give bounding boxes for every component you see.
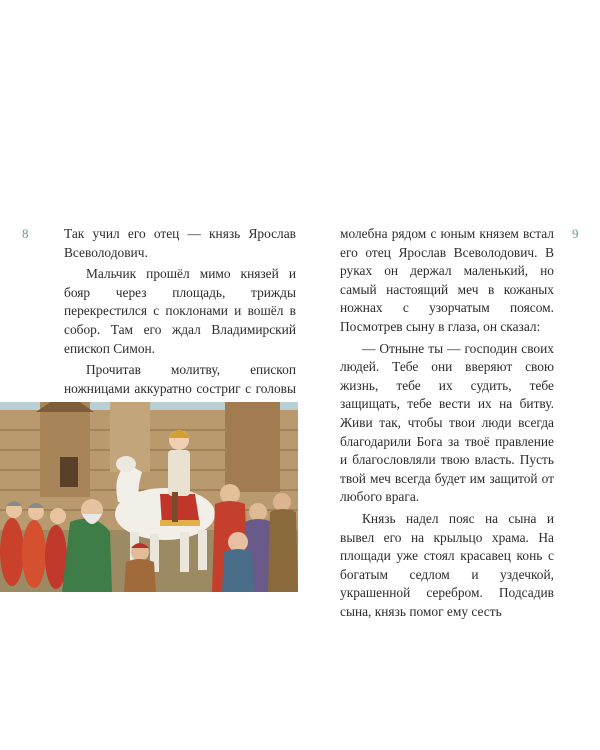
paragraph: — Отныне ты — господин своих людей. Тебе они вверяют свою жизнь, тебе их судить, тебе защищать, тебе вести их на битву. Живи так, чтобы твои люди всегда благодарили Бога за твоё правление и благословляли твою власть. Пусть твой меч всегда будет им защитой от любого врага. (340, 340, 554, 505)
page-number-left: 8 (22, 226, 29, 241)
illustration-young-prince-on-horse (0, 402, 298, 592)
paragraph: Прочитав молитву, епископ ножницами аккуратно состриг с головы (64, 362, 296, 396)
left-page-text (64, 225, 296, 417)
paragraph: Мальчик прошёл мимо князей и бояр через площадь, трижды перекрестился с поклонами и вошёл в собор. Там его ждал Владимирский епископ Симон. (64, 266, 296, 356)
illustration-image (0, 402, 298, 592)
paragraph: Князь надел пояс на сына и вывел его на крыльцо храма. На площади уже стоял красавец конь с богатым седлом и уздечкой, украшенной серебром. Подсадив сына, князь помог ему сесть (340, 510, 554, 619)
paragraph: Так учил его отец — князь Ярослав Всеволодович. (64, 226, 296, 260)
right-page-text (340, 225, 554, 621)
page-number-right: 9 (572, 226, 579, 241)
paragraph: молебна рядом с юным князем встал его отец Ярослав Всеволодович. В руках он держал маленький, но самый настоящий меч в кожаных ножнах с узорчатым поясом. Посмотрев сыну в глаза, он сказал: (340, 226, 554, 334)
